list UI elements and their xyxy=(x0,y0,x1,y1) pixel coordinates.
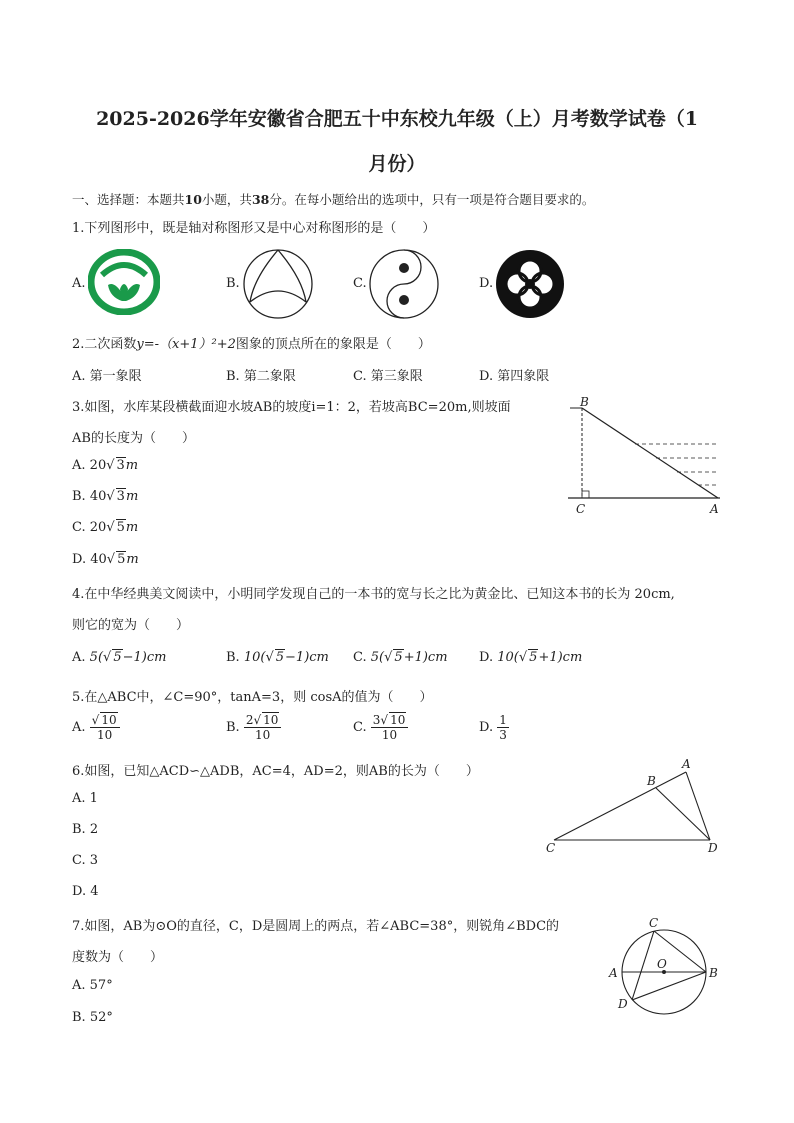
q1-logo-figure xyxy=(88,249,160,315)
arc-bottom xyxy=(250,291,306,302)
q6-option-d: D. 4 xyxy=(72,884,99,899)
s-curve xyxy=(387,250,421,318)
exam-title-line2: 月份） xyxy=(368,153,426,175)
q3-option-a: A. 20√ 3m xyxy=(72,458,139,473)
segment-ad xyxy=(686,772,710,840)
logo-leaf-right xyxy=(126,284,140,301)
q1-label-b: B. xyxy=(226,276,240,291)
label-d: D xyxy=(708,841,718,855)
q6-option-c: C. 3 xyxy=(72,853,99,868)
q4-stem-line1: 4.在中华经典美文阅读中，小明同学发现自己的一本书的宽与长之比为黄金比、已知这本书的长为 20cm, xyxy=(72,587,675,602)
segment-ca xyxy=(554,772,686,840)
label-a: A xyxy=(710,502,719,516)
q6-triangle-figure xyxy=(544,752,724,858)
q3-option-d: D. 40√ 5m xyxy=(72,552,139,567)
right-angle-mark xyxy=(582,491,589,498)
label-b: B xyxy=(580,395,589,409)
q1-four-petals-figure xyxy=(494,249,566,319)
logo-arc xyxy=(102,265,146,275)
q7-stem-line2: 度数为（ ） xyxy=(72,950,164,965)
q5-option-a: A. $\frac{√ 10}{10}$ xyxy=(72,713,120,742)
segment-db xyxy=(632,972,706,1000)
q2-stem: 2.二次函数y=-（x+1）²+2图象的顶点所在的象限是（ ） xyxy=(72,337,431,352)
center-dot xyxy=(525,279,535,289)
q6-option-a: A. 1 xyxy=(72,791,98,806)
label-a: A xyxy=(609,966,618,980)
q4-option-d: D. 10(√ 5+1)cm xyxy=(479,650,583,665)
dot-bottom xyxy=(399,295,409,305)
q7-option-a: A. 57° xyxy=(72,978,113,993)
segment-bd xyxy=(656,788,710,840)
q2-option-c: C. 第三象限 xyxy=(353,369,423,384)
q7-option-b: B. 52° xyxy=(72,1010,113,1025)
q2-option-d: D. 第四象限 xyxy=(479,369,550,384)
label-a: A xyxy=(682,757,691,771)
q1-label-a: A. xyxy=(72,276,86,291)
q2-option-a: A. 第一象限 xyxy=(72,369,142,384)
label-b: B xyxy=(709,966,718,980)
q1-stem: 1.下列图形中，既是轴对称图形又是中心对称图形的是（ ） xyxy=(72,221,436,236)
q2-option-b: B. 第二象限 xyxy=(226,369,296,384)
q4-stem-line2: 则它的宽为（ ） xyxy=(72,618,190,633)
q5-option-d: D. $\frac{1}{3}$ xyxy=(479,713,507,742)
q3-stem-line1: 3.如图，水库某段横截面迎水坡AB的坡度i=1：2，若坡高BC=20m,则坡面 xyxy=(72,400,511,415)
q2-formula: y=-（x+1）²+2 xyxy=(136,337,236,352)
label-b: B xyxy=(647,774,656,788)
exam-title-line1: 2025-2026学年安徽省合肥五十中东校九年级（上）月考数学试卷（1 xyxy=(96,108,698,130)
outer-circle xyxy=(244,250,312,318)
q5-stem: 5.在△ABC中，∠C=90°，tanA=3，则 cosA的值为（ ） xyxy=(72,690,433,705)
q7-circle-figure xyxy=(604,912,724,1016)
label-c: C xyxy=(576,502,586,516)
q4-option-c: C. 5(√ 5+1)cm xyxy=(353,650,448,665)
q1-label-c: C. xyxy=(353,276,367,291)
q3-option-c: C. 20√ 5m xyxy=(72,520,139,535)
q6-stem: 6.如图，已知△ACD∽△ADB，AC=4，AD=2，则AB的长为（ ） xyxy=(72,764,479,779)
q3-option-b: B. 40√ 3m xyxy=(72,489,139,504)
label-c: C xyxy=(649,916,659,930)
q1-three-arcs-figure xyxy=(240,248,316,320)
dot-top xyxy=(399,263,409,273)
q3-stem-line2: AB的长度为（ ） xyxy=(72,431,195,446)
q5-option-c: C. $\frac{3√ 10}{10}$ xyxy=(353,713,408,742)
label-c: C xyxy=(546,841,556,855)
logo-leaf-left xyxy=(108,284,122,301)
q4-option-a: A. 5(√ 5−1)cm xyxy=(72,650,167,665)
segment-ba xyxy=(582,408,718,498)
q1-yin-yang-figure xyxy=(367,248,441,320)
q7-stem-line1: 7.如图，AB为⊙O的直径，C，D是圆周上的两点，若∠ABC=38°，则锐角∠BDC的 xyxy=(72,919,560,934)
label-d: D xyxy=(618,997,628,1011)
q3-slope-figure xyxy=(560,392,730,520)
q4-option-b: B. 10(√ 5−1)cm xyxy=(226,650,329,665)
section-header: 一、选择题：本题共10小题，共38分。在每小题给出的选项中，只有一项是符合题目要求的。 xyxy=(72,192,595,207)
label-o: O xyxy=(657,957,667,971)
logo-outer-ring xyxy=(91,252,157,312)
q6-option-b: B. 2 xyxy=(72,822,99,837)
q5-option-b: B. $\frac{2√ 10}{10}$ xyxy=(226,713,281,742)
q1-label-d: D. xyxy=(479,276,494,291)
